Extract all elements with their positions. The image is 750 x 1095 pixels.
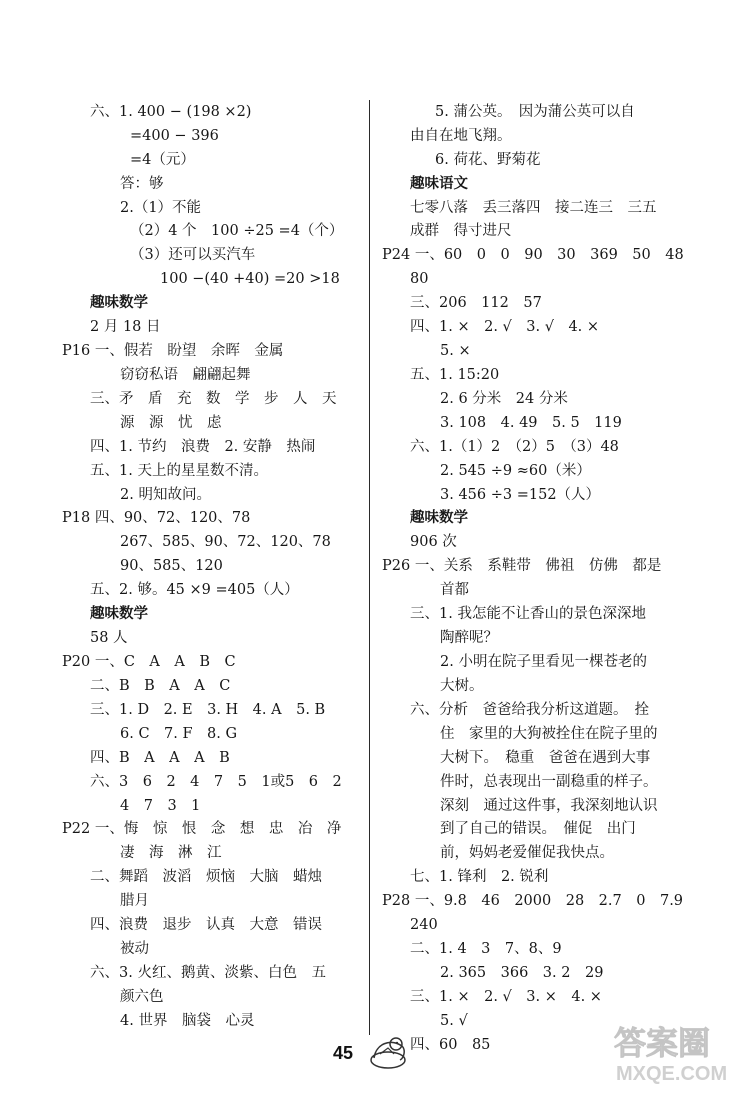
- answer-line: 大树下。 稳重 爸爸在遇到大事: [440, 750, 651, 766]
- answer-line: 三、矛 盾 充 数 学 步 人 天: [90, 391, 337, 407]
- answer-line: 答：够: [120, 176, 164, 192]
- answer-line: P24 一、60 0 0 90 30 369 50 48: [382, 247, 684, 263]
- answer-line: 四、60 85: [410, 1037, 491, 1053]
- answer-line: （3）还可以买汽车: [130, 247, 256, 263]
- answer-line: 267、585、90、72、120、78: [120, 534, 331, 550]
- answer-line: 4. 世界 脑袋 心灵: [120, 1013, 255, 1029]
- answer-line: 六、3. 火红、鹅黄、淡紫、白色 五: [90, 965, 326, 981]
- answer-line: 腊月: [120, 893, 149, 909]
- answer-line: 五、2. 够。45 ×9 =405（人）: [90, 582, 299, 598]
- answer-line: 2. 小明在院子里看见一棵苍老的: [440, 654, 647, 670]
- answer-line: 四、1. 节约 浪费 2. 安静 热闹: [90, 439, 316, 455]
- answer-line: 七、1. 锋利 2. 锐利: [410, 869, 549, 885]
- answer-line: 2. 明知故问。: [120, 487, 211, 503]
- answer-line: 窃窃私语 翩翩起舞: [120, 367, 251, 383]
- answer-line: 2 月 18 日: [90, 319, 161, 335]
- answer-line: 二、B B A A C: [90, 678, 231, 694]
- answer-line: 三、1. 我怎能不让香山的景色深深地: [410, 606, 646, 622]
- answer-line: 三、1. × 2. √ 3. × 4. ×: [410, 989, 602, 1005]
- answer-line: P18 四、90、72、120、78: [62, 510, 251, 526]
- answer-line: 5. ×: [440, 343, 471, 359]
- answer-line: （2）4 个 100 ÷25 =4（个）: [130, 223, 344, 239]
- answer-line: 三、1. D 2. E 3. H 4. A 5. B: [90, 702, 326, 718]
- answer-line: 六、分析 爸爸给我分析这道题。 拴: [410, 702, 650, 718]
- answer-line: P26 一、关系 系鞋带 佛祖 仿佛 都是: [382, 558, 662, 574]
- answer-line: 四、B A A A B: [90, 750, 230, 766]
- answer-line: 100 −(40 +40) =20 >18: [160, 271, 340, 287]
- answer-line: 二、1. 4 3 7、8、9: [410, 941, 562, 957]
- answer-line: 六、1. 400 − (198 ×2): [90, 104, 252, 120]
- section-heading: 趣味语文: [410, 176, 468, 192]
- answer-line: 906 次: [410, 534, 457, 550]
- answer-line: 58 人: [90, 630, 128, 646]
- answer-line: P28 一、9.8 46 2000 28 2.7 0 7.9: [382, 893, 684, 909]
- answer-line: 首都: [440, 582, 469, 598]
- answer-line: 五、1. 天上的星星数不清。: [90, 463, 268, 479]
- watermark-logo-icon: [610, 1018, 745, 1088]
- answer-line: 2. 545 ÷9 ≈60（米）: [440, 463, 591, 479]
- answer-line: 颜六色: [120, 989, 164, 1005]
- answer-line: 成群 得寸进尺: [410, 223, 512, 239]
- answer-line: 到了自己的错误。 催促 出门: [440, 821, 636, 837]
- answer-line: 80: [410, 271, 429, 287]
- answer-line: 5. 蒲公英。 因为蒲公英可以自: [435, 104, 635, 120]
- mascot-icon: [366, 1030, 410, 1072]
- page-number: 45: [333, 1043, 354, 1063]
- answer-line: 由自在地飞翔。: [410, 128, 512, 144]
- svg-text:答案圈: 答案圈: [614, 1024, 711, 1062]
- answer-line: =4（元）: [130, 152, 195, 168]
- section-heading: 趣味数学: [410, 510, 468, 526]
- answer-line: 3. 108 4. 49 5. 5 119: [440, 415, 622, 431]
- column-divider: [369, 100, 370, 1035]
- answer-line: 2. 6 分米 24 分米: [440, 391, 568, 407]
- answer-line: P22 一、悔 惊 恨 念 想 忠 冶 净: [62, 821, 342, 837]
- answer-line: 4 7 3 1: [120, 798, 201, 814]
- answer-line: 90、585、120: [120, 558, 223, 574]
- answer-line: P16 一、假若 盼望 余晖 金属: [62, 343, 284, 359]
- answer-line: 住 家里的大狗被拴住在院子里的: [440, 726, 658, 742]
- answer-line: 陶醉呢？: [440, 630, 498, 646]
- section-heading: 趣味数学: [90, 606, 148, 622]
- answer-line: P20 一、C A A B C: [62, 654, 236, 670]
- section-heading: 趣味数学: [90, 295, 148, 311]
- answer-line: 3. 456 ÷3 =152（人）: [440, 487, 601, 503]
- answer-line: 被动: [120, 941, 149, 957]
- answer-line: 件时，总表现出一副稳重的样子。: [440, 774, 658, 790]
- answer-line: 凄 海 淋 江: [120, 845, 222, 861]
- answer-line: 三、206 112 57: [410, 295, 542, 311]
- answer-line: 五、1. 15:20: [410, 367, 500, 383]
- answer-line: 四、浪费 退步 认真 大意 错误: [90, 917, 322, 933]
- watermark: [610, 1018, 745, 1092]
- answer-line: 源 源 忧 虑: [120, 415, 222, 431]
- answer-line: 七零八落 丢三落四 接二连三 三五: [410, 200, 657, 216]
- answer-line: 5. √: [440, 1013, 468, 1029]
- answer-line: 六、1.（1）2 （2）5 （3）48: [410, 439, 619, 455]
- answer-line: 2. 365 366 3. 2 29: [440, 965, 604, 981]
- svg-text:MXQE.COM: MXQE.COM: [616, 1063, 728, 1085]
- answer-line: 240: [410, 917, 438, 933]
- answer-line: =400 − 396: [130, 128, 219, 144]
- answer-line: 前，妈妈老爱催促我快点。: [440, 845, 614, 861]
- answer-line: 6. C 7. F 8. G: [120, 726, 238, 742]
- answer-line: 2.（1）不能: [120, 200, 202, 216]
- answer-line: 深刻 通过这件事，我深刻地认识: [440, 798, 658, 814]
- answer-line: 六、3 6 2 4 7 5 1或5 6 2: [90, 774, 342, 790]
- answer-line: 二、舞蹈 波滔 烦恼 大脑 蜡烛: [90, 869, 322, 885]
- answer-line: 大树。: [440, 678, 484, 694]
- answer-line: 四、1. × 2. √ 3. √ 4. ×: [410, 319, 600, 335]
- answer-line: 6. 荷花、野菊花: [435, 152, 541, 168]
